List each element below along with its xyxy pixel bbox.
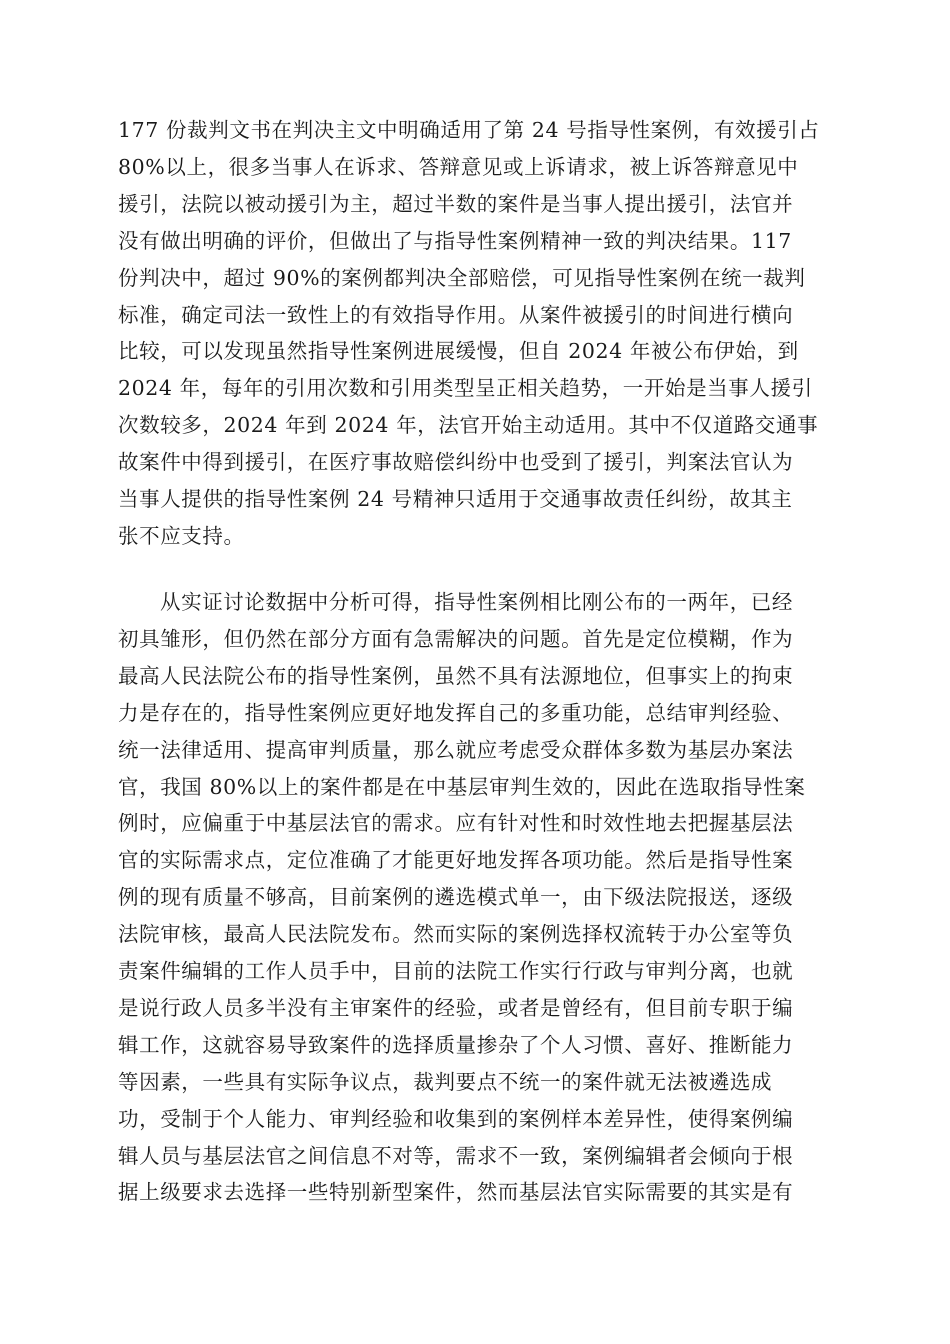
- text-line: 2024 年，每年的引用次数和引用类型呈正相关趋势，一开始是当事人援引: [118, 376, 813, 401]
- text-line: 辑工作，这就容易导致案件的选择质量掺杂了个人习惯、喜好、推断能力: [118, 1032, 794, 1057]
- text-line: 标准，确定司法一致性上的有效指导作用。从案件被援引的时间进行横向: [118, 302, 794, 327]
- text-line: 177 份裁判文书在判决主文中明确适用了第 24 号指导性案例，有效援引占: [118, 118, 820, 142]
- text-line: 80%以上，很多当事人在诉求、答辩意见或上诉请求，被上诉答辩意见中: [118, 154, 799, 179]
- text-line: 统一法律适用、提高审判质量，那么就应考虑受众群体多数为基层办案法: [118, 737, 794, 762]
- text-line: 没有做出明确的评价，但做出了与指导性案例精神一致的判决结果。117: [118, 228, 792, 253]
- text-line: 官的实际需求点，定位准确了才能更好地发挥各项功能。然后是指导性案: [118, 848, 794, 873]
- text-line: 法院审核，最高人民法院发布。然而实际的案例选择权流转于办公室等负: [118, 922, 794, 947]
- text-line: 据上级要求去选择一些特别新型案件，然而基层法官实际需要的其实是有: [118, 1180, 794, 1205]
- text-line: 辑人员与基层法官之间信息不对等，需求不一致，案例编辑者会倾向于根: [118, 1143, 794, 1168]
- text-line: 是说行政人员多半没有主审案件的经验，或者是曾经有，但目前专职于编: [118, 995, 794, 1020]
- text-line: 责案件编辑的工作人员手中，目前的法院工作实行行政与审判分离，也就: [118, 959, 794, 983]
- text-line: 份判决中，超过 90%的案例都判决全部赔偿，可见指导性案例在统一裁判: [118, 265, 806, 290]
- text-line: 当事人提供的指导性案例 24 号精神只适用于交通事故责任纠纷，故其主: [118, 487, 793, 511]
- text-line: 援引，法院以被动援引为主，超过半数的案件是当事人提出援引，法官并: [118, 191, 794, 216]
- text-line: 张不应支持。: [118, 523, 245, 548]
- text-line: 等因素，一些具有实际争议点，裁判要点不统一的案件就无法被遴选成: [118, 1069, 773, 1094]
- text-line: 官，我国 80%以上的案件都是在中基层审判生效的，因此在选取指导性案: [118, 774, 806, 799]
- text-line: 比较，可以发现虽然指导性案例进展缓慢，但自 2024 年被公布伊始，到: [118, 339, 799, 364]
- text-line: 最高人民法院公布的指导性案例，虽然不具有法源地位，但事实上的拘束: [118, 663, 794, 688]
- text-line: 故案件中得到援引，在医疗事故赔偿纠纷中也受到了援引，判案法官认为: [118, 450, 794, 475]
- text-line: 例时，应偏重于中基层法官的需求。应有针对性和时效性地去把握基层法: [118, 811, 794, 836]
- text-line: 例的现有质量不够高，目前案例的遴选模式单一，由下级法院报送，逐级: [118, 885, 794, 910]
- text-line: 次数较多，2024 年到 2024 年，法官开始主动适用。其中不仅道路交通事: [118, 413, 819, 438]
- text-line: 从实证讨论数据中分析可得，指导性案例相比刚公布的一两年，已经: [160, 590, 793, 614]
- text-line: 力是存在的，指导性案例应更好地发挥自己的多重功能，总结审判经验、: [118, 700, 794, 725]
- text-line: 功，受制于个人能力、审判经验和收集到的案例样本差异性，使得案例编: [118, 1106, 794, 1131]
- text-line: 初具雏形，但仍然在部分方面有急需解决的问题。首先是定位模糊，作为: [118, 626, 794, 651]
